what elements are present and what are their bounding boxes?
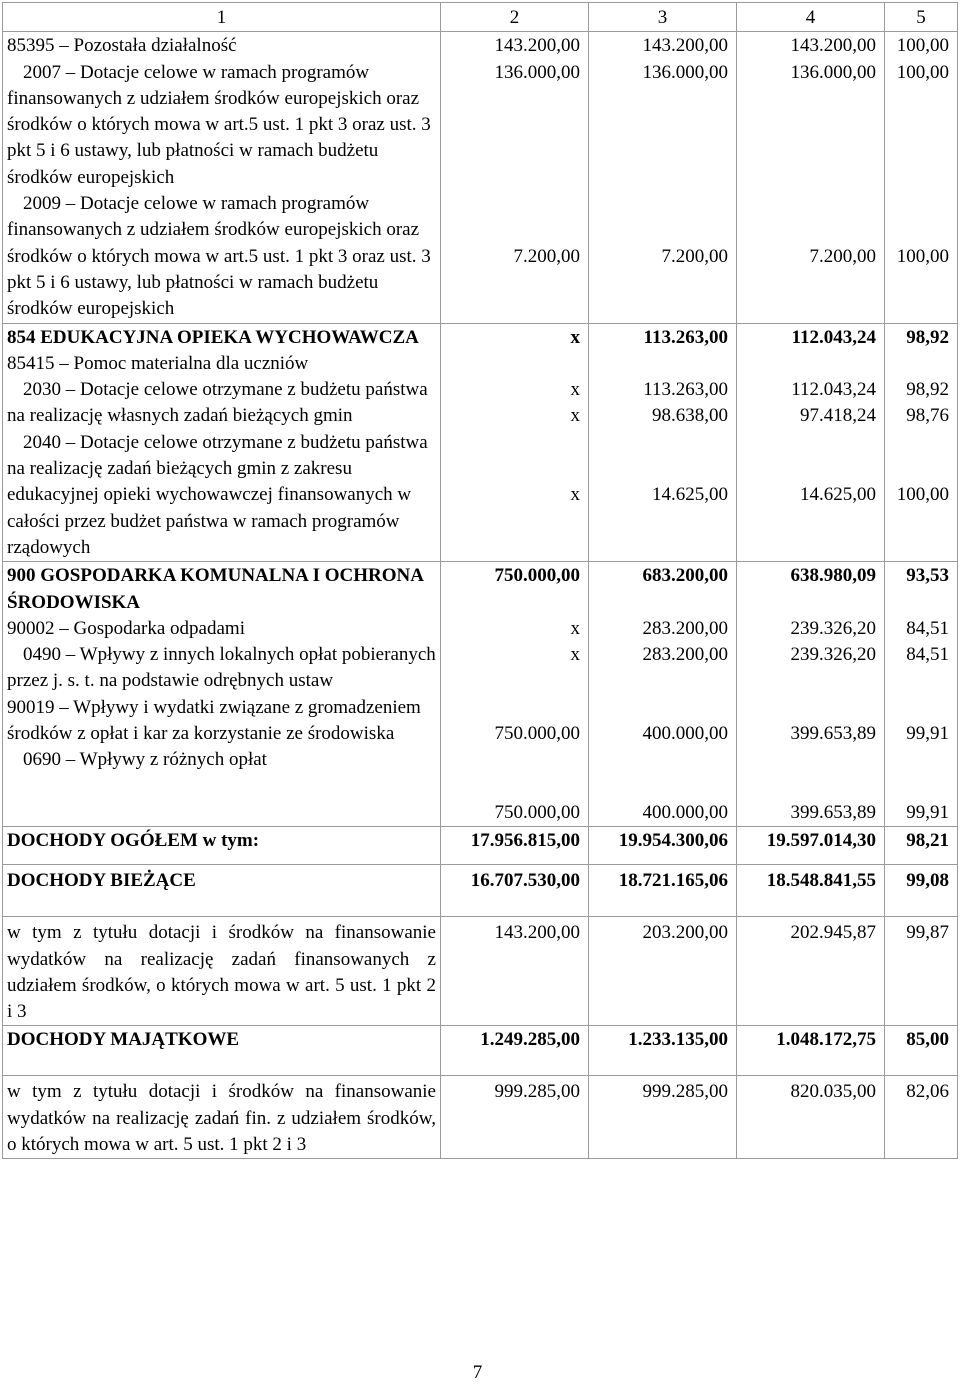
row-execution-value: 143.200,00: [790, 35, 876, 57]
total-execution-value: 202.945,87: [737, 917, 885, 1026]
total-plan-value: 1.249.285,00: [441, 1026, 589, 1076]
total-row-ogolem: [3, 827, 958, 865]
row-plan-after-changes: 143.200,00: [642, 35, 728, 57]
total-plan-after-changes: 1.233.135,00: [589, 1026, 737, 1076]
table-header-row: [3, 3, 958, 32]
row-plan-after-changes: 98.638,00: [652, 405, 728, 427]
total-description: w tym z tytułu dotacji i środków na finansowanie wydatków na realizację zadań fin. z udziałem środków, o których mowa w art. 5 ust. 1 pkt 2 i 3: [3, 1076, 441, 1159]
row-execution-value: 399.653,89: [790, 723, 876, 745]
row-percent: 99,91: [906, 723, 949, 745]
total-plan-value: 143.200,00: [441, 917, 589, 1026]
row-percent: 100,00: [896, 245, 949, 267]
row-plan-after-changes: 113.263,00: [643, 379, 728, 401]
row-description: 0490 – Wpływy z innych lokalnych opłat pobieranych przez j. s. t. na podstawie odrębnych ustaw: [7, 644, 436, 692]
row-description: 854 EDUKACYJNA OPIEKA WYCHOWAWCZA: [7, 326, 419, 348]
row-plan-after-changes: 7.200,00: [661, 245, 728, 267]
row-plan-value: 750.000,00: [494, 565, 580, 587]
row-plan-after-changes: 113.263,00: [643, 326, 728, 348]
row-percent: 84,51: [906, 617, 949, 639]
total-percent: 85,00: [885, 1026, 958, 1076]
row-plan-value: x: [570, 617, 580, 639]
row-plan-value: 750.000,00: [494, 801, 580, 823]
row-description: 900 GOSPODARKA KOMUNALNA I OCHRONA ŚRODOWISKA: [7, 565, 423, 613]
table-row-900: [3, 562, 958, 827]
row-plan-value: x: [570, 484, 580, 506]
row-plan-after-changes: 283.200,00: [642, 617, 728, 639]
total-description: w tym z tytułu dotacji i środków na finansowanie wydatków na realizację zadań finansowanych z udziałem środków, o których mowa w art. 5 ust. 1 pkt 2 i 3: [3, 917, 441, 1026]
row-percent: 93,53: [906, 565, 949, 587]
total-description: DOCHODY MAJĄTKOWE: [3, 1026, 441, 1076]
row-plan-value: 136.000,00: [494, 61, 580, 83]
total-row-biezace: [3, 865, 958, 917]
row-execution-value: 399.653,89: [790, 801, 876, 823]
row-description: 2030 – Dotacje celowe otrzymane z budżetu państwa na realizację własnych zadań bieżących gmin: [7, 379, 428, 427]
row-description: 2009 – Dotacje celowe w ramach programów finansowanych z udziałem środków europejskich oraz środków o których mowa w art.5 ust. 1 pkt 3 oraz ust. 3 pkt 5 i 6 ustawy, lub płatności w ramach budżetu środków europejskich: [7, 193, 431, 320]
row-plan-after-changes: 14.625,00: [652, 484, 728, 506]
total-description: DOCHODY BIEŻĄCE: [3, 865, 441, 917]
row-plan-value: 143.200,00: [494, 35, 580, 57]
row-description: 2040 – Dotacje celowe otrzymane z budżetu państwa na realizację zadań bieżących gmin z zakresu edukacyjnej opieki wychowawczej finansowanych w całości przez budżet państwa w ramach programów rządowych: [7, 431, 428, 558]
row-plan-value: 7.200,00: [513, 245, 580, 267]
row-execution-value: 239.326,20: [790, 617, 876, 639]
row-description: 85415 – Pomoc materialna dla uczniów: [7, 352, 309, 374]
row-plan-after-changes: 136.000,00: [642, 61, 728, 83]
total-plan-after-changes: 203.200,00: [589, 917, 737, 1026]
total-description: DOCHODY OGÓŁEM w tym:: [3, 827, 441, 865]
row-percent: 100,00: [896, 484, 949, 506]
total-execution-value: 19.597.014,30: [737, 827, 885, 865]
row-plan-after-changes: 683.200,00: [642, 565, 728, 587]
row-percent: 99,91: [906, 801, 949, 823]
total-plan-value: 17.956.815,00: [441, 827, 589, 865]
total-plan-after-changes: 18.721.165,06: [589, 865, 737, 917]
row-execution-value: 14.625,00: [800, 484, 876, 506]
row-description: 90019 – Wpływy i wydatki związane z gromadzeniem środków z opłat i kar za korzystanie ze środowiska: [7, 696, 421, 745]
row-percent: 100,00: [896, 35, 949, 57]
row-execution-value: 239.326,20: [790, 644, 876, 666]
row-execution-value: 97.418,24: [800, 405, 876, 427]
total-percent: 99,87: [885, 917, 958, 1026]
row-description: 90002 – Gospodarka odpadami: [7, 617, 245, 639]
table-row-854: [3, 323, 958, 562]
row-execution-value: 112.043,24: [791, 326, 876, 348]
row-percent: 98,92: [906, 326, 949, 348]
row-execution-value: 136.000,00: [790, 61, 876, 83]
row-plan-after-changes: 283.200,00: [642, 644, 728, 666]
header-col-3: 3: [589, 3, 737, 32]
row-execution-value: 638.980,09: [790, 565, 876, 587]
total-percent: 82,06: [885, 1076, 958, 1159]
total-percent: 98,21: [885, 827, 958, 865]
total-row-majatkowe: [3, 1026, 958, 1076]
total-plan-value: 999.285,00: [441, 1076, 589, 1159]
table-row-85395: [3, 32, 958, 323]
total-plan-value: 16.707.530,00: [441, 865, 589, 917]
budget-income-table: [2, 2, 958, 1159]
row-plan-value: x: [570, 644, 580, 666]
row-percent: 98,76: [906, 405, 949, 427]
total-plan-after-changes: 999.285,00: [589, 1076, 737, 1159]
row-plan-after-changes: 400.000,00: [642, 801, 728, 823]
header-col-4: 4: [737, 3, 885, 32]
row-plan-value: x: [570, 326, 580, 348]
header-col-5: 5: [885, 3, 958, 32]
row-plan-value: x: [570, 379, 580, 401]
row-description: 85395 – Pozostała działalność: [7, 35, 237, 57]
row-description: 0690 – Wpływy z różnych opłat: [23, 749, 267, 771]
row-execution-value: 7.200,00: [809, 245, 876, 267]
header-col-2: 2: [441, 3, 589, 32]
total-row-majatkowe-dotacje: [3, 1076, 958, 1159]
row-percent: 100,00: [896, 61, 949, 83]
row-description: 2007 – Dotacje celowe w ramach programów finansowanych z udziałem środków europejskich oraz środków o których mowa w art.5 ust. 1 pkt 3 oraz ust. 3 pkt 5 i 6 ustawy, lub płatności w ramach budżetu środków europejskich: [7, 61, 431, 188]
total-execution-value: 1.048.172,75: [737, 1026, 885, 1076]
row-execution-value: 112.043,24: [791, 379, 876, 401]
row-plan-after-changes: 400.000,00: [642, 723, 728, 745]
row-percent: 84,51: [906, 644, 949, 666]
total-plan-after-changes: 19.954.300,06: [589, 827, 737, 865]
page-number: 7: [472, 1362, 483, 1383]
total-execution-value: 18.548.841,55: [737, 865, 885, 917]
total-row-biezace-dotacje: [3, 917, 958, 1026]
row-plan-value: 750.000,00: [494, 723, 580, 745]
total-execution-value: 820.035,00: [737, 1076, 885, 1159]
row-percent: 98,92: [906, 379, 949, 401]
header-col-1: 1: [3, 3, 441, 32]
row-plan-value: x: [570, 405, 580, 427]
total-percent: 99,08: [885, 865, 958, 917]
